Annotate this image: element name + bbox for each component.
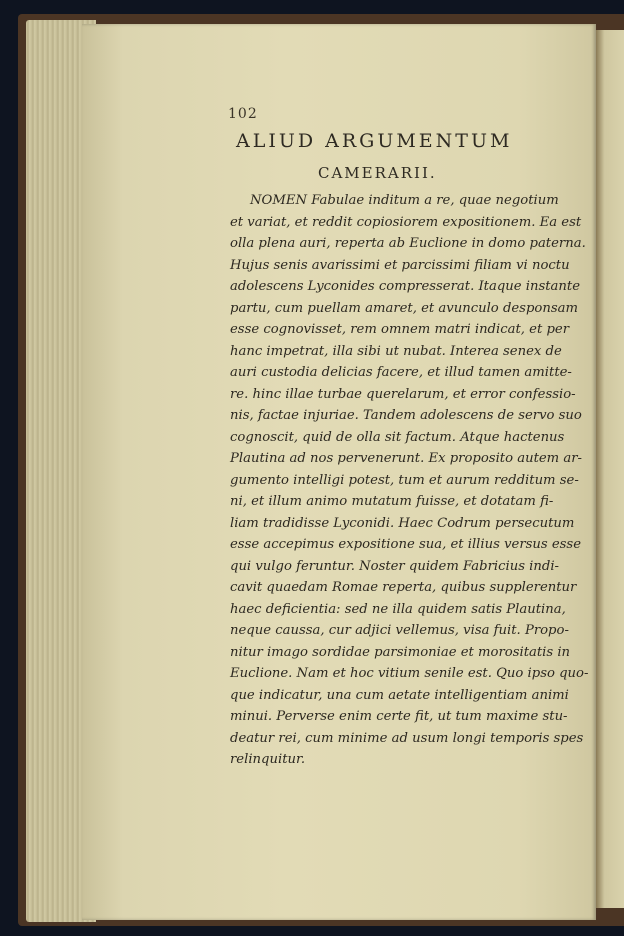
text-line: neque caussa, cur adjici vellemus, visa fuit. Propo- [230, 623, 569, 638]
text-line: hanc impetrat, illa sibi ut nubat. Interea senex de [230, 343, 562, 359]
text-line: nis, factae injuriae. Tandem adolescens de servo suo [230, 408, 582, 423]
text-line: gumento intelligi potest, tum et aurum redditum se- [230, 472, 579, 488]
page-subheading: CAMERARII. [318, 164, 437, 182]
text-line: deatur rei, cum minime ad usum longi temporis spes [230, 730, 584, 746]
body-text [230, 190, 589, 771]
text-line: auri custodia delicias facere, et illud tamen amitte- [230, 365, 572, 380]
text-line: adolescens Lyconides compresserat. Itaque instante [230, 279, 581, 294]
text-line: et variat, et reddit copiosiorem expositionem. Ea est [230, 214, 582, 230]
text-line: liam tradidisse Lyconidi. Haec Codrum persecutum [230, 515, 575, 531]
text-line: cavit quaedam Romae reperta, quibus supplerentur [230, 580, 577, 595]
page-heading: ALIUD ARGUMENTUM [236, 130, 513, 152]
text-line: relinquitur. [230, 752, 306, 767]
text-line: que indicatur, una cum aetate intelligentiam animi [230, 687, 569, 703]
text-line: esse accepimus expositione sua, et illius versus esse [230, 537, 581, 552]
text-line: nitur imago sordidae parsimoniae et morositatis in [230, 644, 571, 660]
text-line: NOMEN Fabulae inditum a re, quae negotium [250, 193, 559, 208]
text-line: Plautina ad nos pervenerunt. Ex proposito autem ar- [230, 451, 582, 466]
text-line: cognoscit, quid de olla sit factum. Atque hactenus [230, 429, 565, 445]
text-line: Euclione. Nam et hoc vitium senile est. Quo ipso quo- [230, 666, 589, 681]
text-line: esse cognovisset, rem omnem matri indicat, et per [230, 322, 569, 337]
text-line: olla plena auri, reperta ab Euclione in domo paterna. [230, 236, 586, 251]
page-number: 102 [228, 106, 258, 122]
text-line: re. hinc illae turbae querelarum, et error confessio- [230, 386, 576, 402]
text-line: minui. Perverse enim certe fit, ut tum maxime stu- [230, 709, 568, 724]
facing-page-edge [596, 30, 624, 908]
text-line: qui vulgo feruntur. Noster quidem Fabricius indi- [230, 558, 559, 574]
text-line: partu, cum puellam amaret, et avunculo desponsam [230, 300, 578, 316]
text-line: Hujus senis avarissimi et parcissimi filiam vi noctu [230, 257, 570, 273]
text-line: ni, et illum animo mutatum fuisse, et dotatam fi- [230, 494, 554, 509]
text-line: haec deficientia: sed ne illa quidem satis Plautina, [230, 601, 566, 617]
